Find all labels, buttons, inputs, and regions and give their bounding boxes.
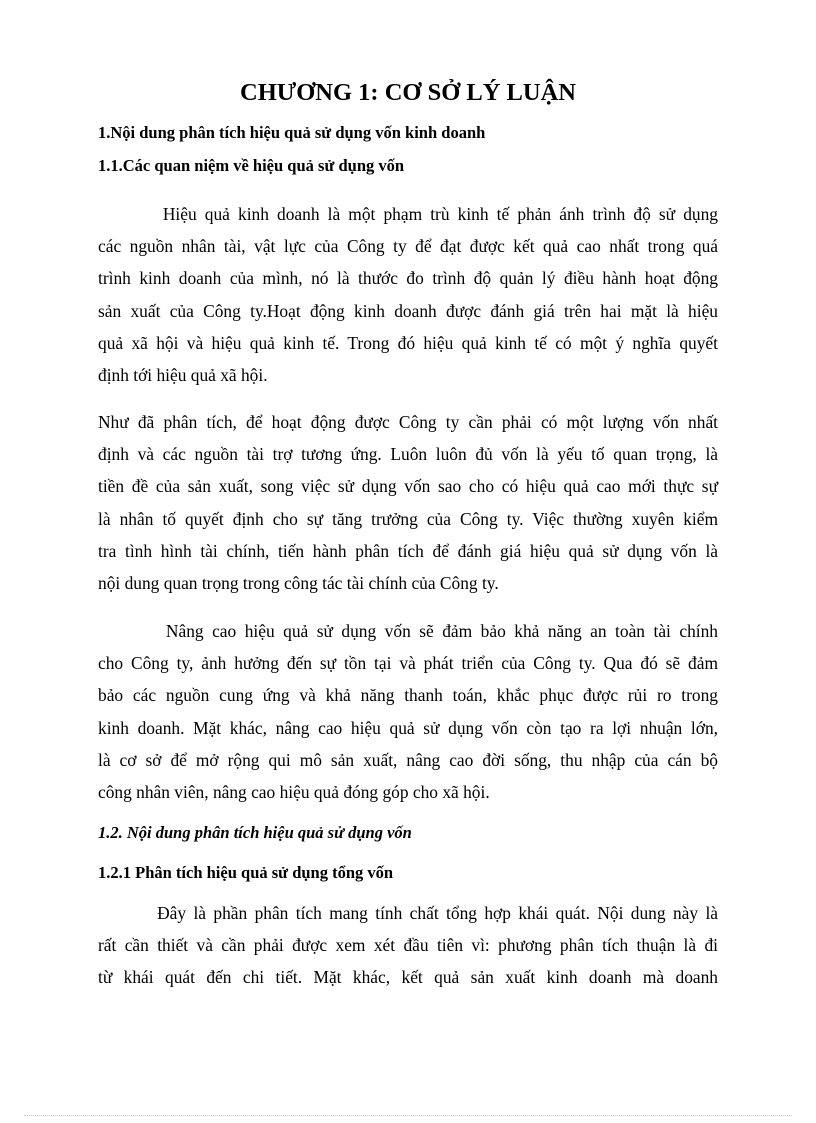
paragraph-line: công nhân viên, nâng cao hiệu quả đóng góp cho xã hội. — [98, 782, 490, 803]
paragraph-line: quả xã hội và hiệu quả kinh tế. Trong đó hiệu quả kinh tế có một ý nghĩa quyết — [98, 332, 718, 353]
paragraph-line: kinh doanh. Mặt khác, nâng cao hiệu quả sử dụng vốn còn tạo ra lợi nhuận lớn, — [98, 717, 718, 738]
paragraph-line: rất cần thiết và cần phải được xem xét đầu tiên vì: phương phân tích thuận là đi — [98, 935, 718, 956]
paragraph-line: sản xuất của Công ty.Hoạt động kinh doanh được đánh giá trên hai mặt là hiệu — [98, 300, 718, 321]
paragraph-line: là nhân tố quyết định cho sự tăng trưởng của Công ty. Việc thường xuyên kiểm — [98, 508, 718, 529]
section-heading-1-2-1: 1.2.1 Phân tích hiệu quả sử dụng tổng vốn — [98, 863, 394, 882]
paragraph-line: Như đã phân tích, để hoạt động được Công ty cần phải có một lượng vốn nhất — [98, 412, 718, 432]
paragraph-3 — [98, 615, 718, 808]
paragraph-line: định và các nguồn tài trợ tương ứng. Luôn luôn đủ vốn là yếu tố quan trọng, là — [98, 444, 718, 465]
paragraph-line: nội dung quan trọng trong công tác tài chính của Công ty. — [98, 573, 499, 594]
paragraph-line: tra tình hình tài chính, tiến hành phân tích để đánh giá hiệu quả sử dụng vốn là — [98, 540, 718, 561]
paragraph-line: Hiệu quả kinh doanh là một phạm trù kinh tế phản ánh trình độ sử dụng — [98, 204, 718, 224]
paragraph-line: trình kinh doanh của mình, nó là thước đo trình độ quản lý điều hành hoạt động — [98, 268, 718, 289]
paragraph-line: tiền đề của sản xuất, song việc sử dụng vốn sao cho có hiệu quả cao mới thực sự — [98, 476, 718, 497]
paragraph-line: định tới hiệu quả xã hội. — [98, 365, 268, 386]
chapter-title: CHƯƠNG 1: CƠ SỞ LÝ LUẬN — [240, 79, 576, 106]
section-heading-1-2: 1.2. Nội dung phân tích hiệu quả sử dụng vốn — [98, 823, 412, 842]
section-heading-1: 1.Nội dung phân tích hiệu quả sử dụng vốn kinh doanh — [98, 123, 486, 142]
paragraph-line: các nguồn nhân tài, vật lực của Công ty để đạt được kết quả cao nhất trong quá — [98, 236, 718, 257]
paragraph-1 — [98, 198, 718, 391]
paragraph-line: từ khái quát đến chi tiết. Mặt khác, kết quả sản xuất kinh doanh mà doanh — [98, 967, 718, 988]
page-bottom-divider — [24, 1115, 792, 1116]
paragraph-line: cho Công ty, ảnh hưởng đến sự tồn tại và phát triển của Công ty. Qua đó sẽ đảm — [98, 653, 718, 674]
paragraph-2 — [98, 406, 718, 599]
paragraph-line: bảo các nguồn cung ứng và khả năng thanh toán, khắc phục được rủi ro trong — [98, 685, 718, 706]
paragraph-line: Nâng cao hiệu quả sử dụng vốn sẽ đảm bảo khả năng an toàn tài chính — [98, 621, 718, 641]
paragraph-4 — [98, 897, 718, 994]
paragraph-line: Đây là phần phân tích mang tính chất tổng hợp khái quát. Nội dung này là — [98, 903, 718, 923]
section-heading-1-1: 1.1.Các quan niệm về hiệu quả sử dụng vốn — [98, 156, 405, 175]
paragraph-line: là cơ sở để mở rộng qui mô sản xuất, nâng cao đời sống, thu nhập của cán bộ — [98, 749, 718, 770]
